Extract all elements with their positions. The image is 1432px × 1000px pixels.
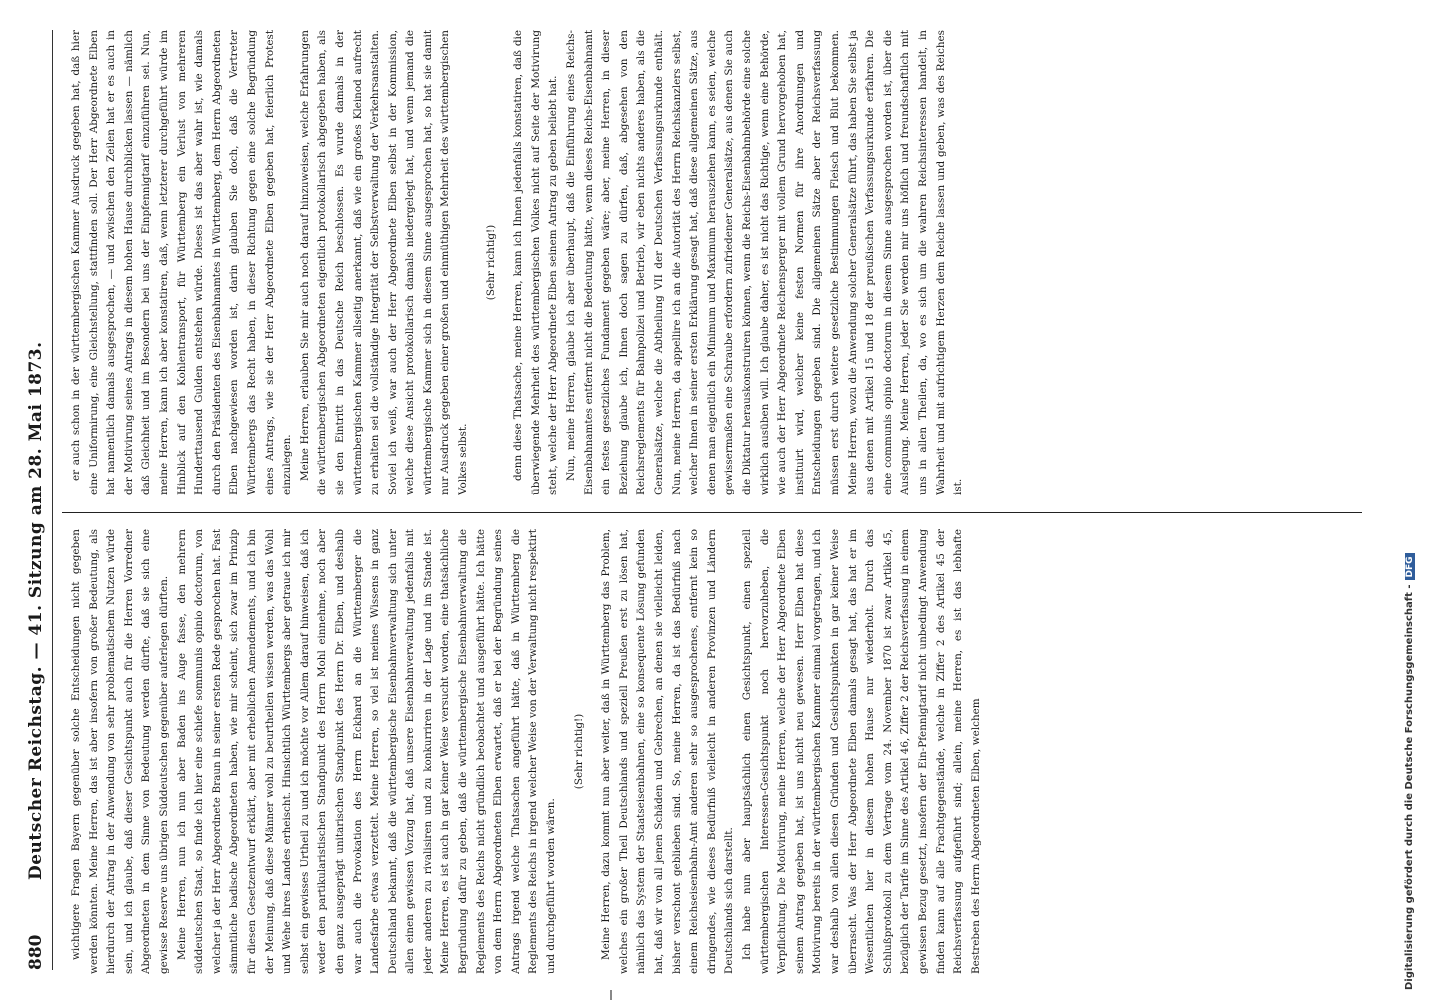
column-divider bbox=[62, 512, 1362, 513]
paragraph: Meine Herren, nun ich nun aber Baden ins Auge fasse, den mehrern süddeutschen Staat, so finde ich hier eine schiefe sommunis opinio doctorum, von welcher ja der Herr Abgeordnete Braun in seiner ersten Rede gesprochen hat. Fast sämmtliche badische Abgeordneten haben, wie mir scheint, sich zwar im Prinzip für diesen Gesetzentwurf erklärt, aber mit erheblichen Amendements, und ich bin der Meinung, daß diese Männer wohl zu beurtheilen wissen werden, was das Wohl und Wehe ihres Landes erheischt. Hinsichtlich Württembergs aber getraue ich mir selbst ein gewisses Urtheil zu und ich möchte vor Allem darauf hinweisen, daß ich weder den partikularistischen Standpunkt des Herrn Mohl einnehme, noch aber den ganz ausgeprägt unitarischen Standpunkt des Herrn Dr. Elben, und deshalb war auch die Provokation des Herrn Eckhard an die Württemberger die Landesfarbe etwas verzettelt. Meine Herren, so viel ist meines Wissens in ganz Deutschland bekannt, daß die württembergische Eisenbahnverwaltung sich unter allen einen gewissen Vorzug hat, daß unsere Eisenbahnverwaltung jedenfalls mit jeder anderen zu rivalisiren und zu konkurriren in der Lage und im Stande ist. Meine Herren, es ist auch in gar keiner Weise versucht worden, eine thatsächliche Begründung dafür zu geben, daß die württembergische Eisenbahnverwaltung die Reglements des Reichs nicht gründlich beobachtet und ausgeführt hätte. Ich hätte von dem Herrn Abgeordneten Elben erwartet, daß er bei der Begründung seines Antrags irgend welche Thatsachen angeführt hätte, daß in Württemberg die Reglements des Reichs in irgend welcher Weise von der Verwaltung nicht respektirt und durchgeführt worden wären. bbox=[175, 529, 558, 974]
paragraph: Nun, meine Herren, glaube ich aber überhaupt, daß die Einführung eines Reichs-Eisenbahnamtes entfernt nicht die Bedeutung hätte, wenn dieses Reichs-Eisenbahnamt ein festes gesetzliches Fundament gegeben wäre; aber, meine Herren, in dieser Beziehung glaube ich, Ihnen doch sagen zu dürfen, daß, abgesehen von den Reichsreglements für Bahnpolizei und Betrieb, wir eben nichts anderes haben, als die Generalsätze, welche die Abtheilung VII der Deutschen Verfassungsurkunde enthält. Nun, meine Herren, da appellire ich an die Autorität des Herrn Reichskanzlers selbst, welcher Ihnen in seiner ersten Erklärung gesagt hat, daß diese allgemeinen Sätze, aus denen man eigentlich ein Minimum und Maximum herausziehen kann, es seien, welche gewissermaßen eine Schraube erfordern zufriedener Generalsätze, aus denen Sie auch die Diktatur herauskonstruiren können, wenn die Reichs-Eisenbahnbehörde eine solche wirklich ausüben will. Ich glaube daher, es ist nicht das Richtige, wenn eine Behörde, wie auch der Herr Abgeordnete Reichensperger mit vollem Grund hervorgehoben hat, instituirt wird, welcher keine festen Normen für ihre Anordnungen und Entscheidungen gegeben sind. Die allgemeinen Sätze aber der Reichsverfassung müssen erst durch weitere gesetzliche Bestimmungen Fleisch und Blut bekommen. Meine Herren, wozu die Anwendung solcher Generalsätze führt, das haben Sie selbst ja aus denen mit Artikel 15 und 18 der preußischen Verfassungsurkunde erfahren. Die eine communis opinio doctorum in diesem Sinne ausgesprochen worden ist, über die Auslegung. Meine Herren, jeder Sie werden mir uns höflich und freundschaftlich mit uns in allen Theilen, da, wo es sich um die wahren Reichsinteressen handelt, in Wahrheit und mit aufrichtigem Herzen dem Reiche lassen und geben, was des Reiches ist. bbox=[565, 30, 965, 495]
digitization-credit bbox=[1400, 0, 1424, 1000]
text-column-left bbox=[68, 529, 1368, 974]
applause-note: (Sehr richtig!) bbox=[572, 713, 585, 790]
paragraph: er auch schon in der württembergischen Kammer Ausdruck gegeben hat, daß hier eine Uniformirung, eine Gleichstellung, stattfinden soll. Der Herr Abgeordnete Elben hat namentlich damals ausgesprochen, — und zwischen den Zeilen hat er es auch in der Motivirung seines Antrags in diesem hohen Hause durchblicken lassen — nämlich daß Gleichheit und im Besondern bei uns der Einpfennigtarif einzuführen sei. Nun, meine Herren, kann ich aber konstatiren, daß, wenn letzterer durchgeführt würde im Hinblick auf den Kohlentransport, für Württemberg ein Verlust von mehreren Hunderttausend Gulden entstehen würde. Dieses ist das aber wahr ist, wie damals durch den Präsidenten des Eisenbahnamtes in Württemberg, dem Herrn Abgeordneten Elben nachgewiesen worden ist, darin glauben Sie doch, daß die Vertreter Württembergs das Recht haben, in dieser Richtung gegen eine solche Begründung eines Antrags, wie sie der Herr Abgeordnete Elben gegeben hat, feierlich Protest einzulegen. bbox=[70, 30, 294, 495]
page-header bbox=[22, 30, 53, 970]
scan-fold-mark bbox=[610, 990, 612, 1000]
dfg-logo: DFG bbox=[1405, 553, 1415, 580]
paragraph: wichtigere Fragen Bayern gegenüber solche Entscheidungen nicht gegeben werden könnten. Meine Herren, das ist aber insofern von großer Bedeutung, als hierdurch der Antrag in der Anwendung von sehr problematischem Nutzen würde sein, und ich glaube, daß dieser Gesichtspunkt auch für die Herren Vorredner Abgeordneten in dem Sinne von Bedeutung werden dürfte, daß sie sich eine gewisse Reserve uns übrigen Süddeutschen gegenüber auferlegen dürften. bbox=[70, 529, 170, 974]
paragraph: Ich habe nun aber hauptsächlich einen Gesichtspunkt, einen speziell württembergischen Interessen-Gesichtspunkt noch hervorzuheben, die Verpflichtung. Die Motivirung, meine Herren, welche der Herr Abgeordnete Elben seinem Antrag gegeben hat, ist uns nicht neu gewesen. Herr Elben hat diese Motivirung bereits in der württembergischen Kammer einmal vorgetragen, und ich war deshalb von allen diesen Gründen und Gesichtspunkten in gar keiner Weise überrascht. Was der Herr Abgeordnete Elben damals gesagt hat, das hat er im Wesentlichen hier in diesem hohen Hause nur wiederholt. Durch das Schlußprotokoll zu dem Vertrage vom 24. November 1870 ist zwar Artikel 45, bezüglich der Tarife im Sinne des Artikel 46, Ziffer 2 der Reichsverfassung in einem gewissen Bezug gesetzt, insofern der Ein-Pfennigtarif nicht unbedingt Anwendung finden kann auf alle Frachtgegenstände, welche in Ziffer 2 des Artikel 45 der Reichsverfassung aufgeführt sind; allein, meine Herren, es ist das lebhafte Bestreben des Herrn Abgeordneten Elben, welchem bbox=[740, 529, 982, 974]
paragraph: denn diese Thatsache, meine Herren, kann ich Ihnen jedenfalls konstatiren, daß die überwiegende Mehrheit des württembergischen Volkes nicht auf Seite der Motivirung steht, welche der Herr Abgeordnete Elben seinem Antrag zu geben beliebt hat. bbox=[512, 30, 560, 495]
paragraph: Meine Herren, erlauben Sie mir auch noch darauf hinzuweisen, welche Erfahrungen die württembergischen Abgeordneten eigentlich protokollarisch abgegeben haben, als sie den Eintritt in das Deutsche Reich beschlossen. Es wurde damals in der württembergischen Kammer allseitig anerkannt, daß wie ein großes Kleinod aufrecht zu erhalten sei die vollständige Integrität der Selbstverwaltung der Verkehrsanstalten. Soviel ich weiß, war auch der Herr Abgeordnete Elben selbst in der Kommission, welche diese Ansicht protokollarisch damals niedergelegt hat, und wenn jemand die württembergische Kammer sich in diesem Sinne ausgesprochen hat, so hat sie damit nur Ausdruck gegeben einer großen und einmüthigen Mehrheit des württembergischen Volkes selbst. bbox=[298, 30, 470, 495]
text-column-right bbox=[68, 30, 1368, 495]
running-title: Deutscher Reichstag. — 41. Sitzung am 28. Mai 1873. bbox=[26, 341, 46, 880]
applause-note: (Sehr richtig!) bbox=[484, 224, 497, 301]
paragraph: Meine Herren, dazu kommt nun aber weiter, daß in Württemberg das Problem, welches ein großer Theil Deutschlands und speziell Preußen erst zu lösen hat, nämlich das System der Staatseisenbahnen, eine so konsequente Lösung gefunden hat, daß wir von all jenen Schäden und Gebrechen, an denen sie vielleicht leiden, bisher verschont geblieben sind. So, meine Herren, da ist das Bedürfniß nach einem Reichseisenbahn-Amt anderen sehr so ausgesprochenes, entfernt kein so dringendes, wie dieses Bedürfniß vielleicht in anderen Provinzen und Ländern Deutschlands sich darstellt. bbox=[600, 529, 736, 974]
page-number: 880 bbox=[26, 934, 46, 970]
credit-text: Digitalisierung gefördert durch die Deutsche Forschungsgemeinschaft - bbox=[1404, 584, 1415, 990]
